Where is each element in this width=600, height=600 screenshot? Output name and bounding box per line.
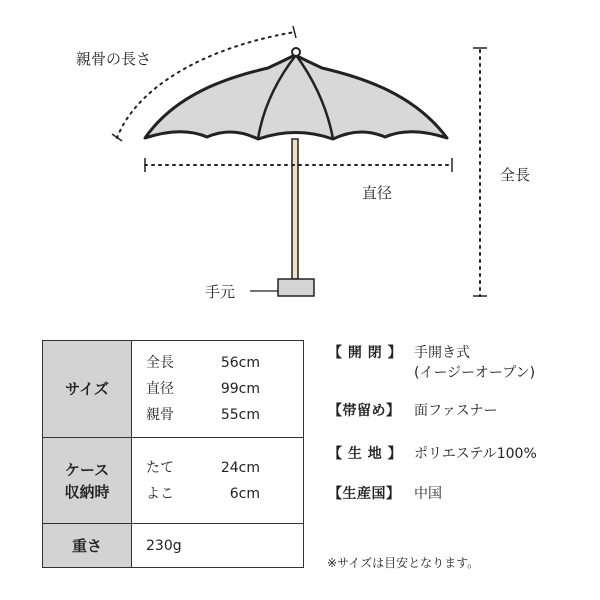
weight-value: 230g [132, 524, 304, 568]
size-total-length: 全長 56cm [146, 355, 260, 371]
opening-key: 【 開 閉 】 [328, 345, 403, 361]
info-opening [328, 343, 535, 383]
fastener-value: 面ファスナー [414, 403, 498, 419]
umbrella-handle [278, 279, 314, 296]
size-rib: 親骨 55cm [146, 407, 260, 423]
info-origin [328, 484, 442, 504]
info-fastener [328, 401, 497, 421]
case-header: ケース 収納時 [43, 438, 132, 524]
handle-label: 手元 [205, 283, 236, 301]
size-values [132, 341, 304, 438]
fabric-key: 【 生 地 】 [328, 446, 403, 462]
size-header: サイズ [43, 341, 132, 438]
fastener-key: 【帯留め】 [328, 403, 401, 419]
weight-row [43, 524, 304, 568]
origin-key: 【生産国】 [328, 486, 401, 502]
case-row [43, 438, 304, 524]
size-diameter: 直径 99cm [146, 381, 260, 397]
fabric-value: ポリエステル100% [414, 446, 537, 462]
rib-length-label: 親骨の長さ [76, 50, 152, 68]
case-values [132, 438, 304, 524]
weight-header: 重さ [43, 524, 132, 568]
case-height: たて 24cm [146, 459, 260, 476]
case-width: よこ 6cm [146, 485, 260, 502]
size-row [43, 341, 304, 438]
spec-table [42, 340, 304, 568]
info-fabric [328, 444, 537, 464]
size-note: ※サイズは目安となります。 [327, 556, 480, 570]
umbrella-tip [292, 48, 300, 56]
origin-value: 中国 [414, 486, 442, 502]
diameter-label: 直径 [362, 184, 393, 202]
total-length-label: 全長 [500, 166, 531, 184]
opening-value: 手開き式 (イージーオープン) [414, 345, 536, 381]
umbrella-shaft [292, 139, 298, 279]
umbrella-canopy [145, 55, 447, 139]
